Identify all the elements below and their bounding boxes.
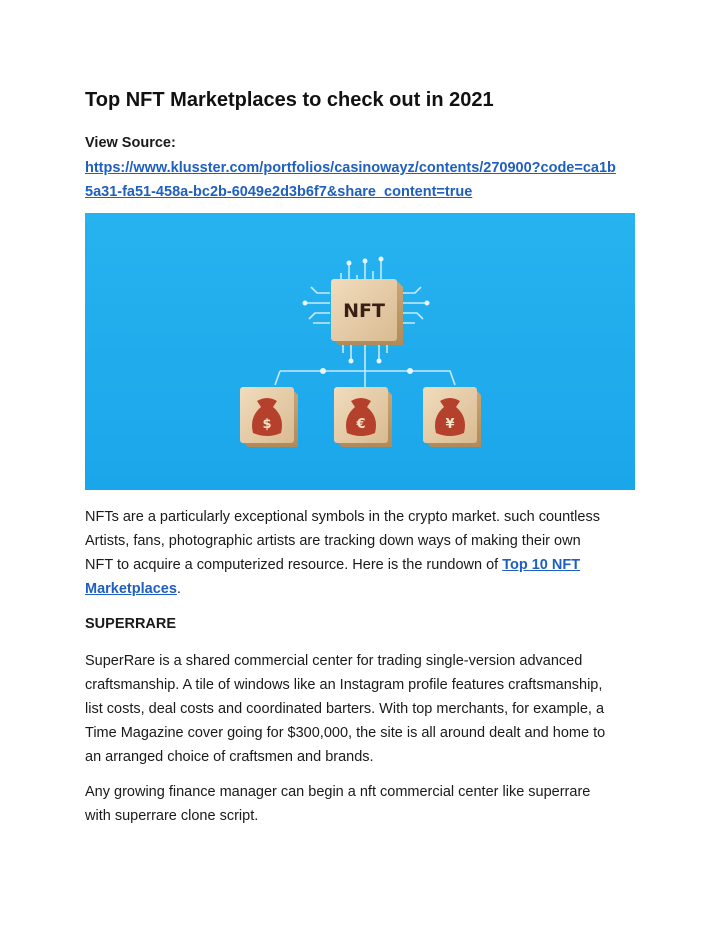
dollar-symbol: $ — [262, 417, 272, 432]
superrare-paragraph — [85, 649, 640, 769]
source-link-line-2[interactable]: 5a31-fa51-458a-bc2b-6049e2d3b6f7&share_content=true — [85, 184, 473, 200]
clone-script-paragraph — [85, 780, 640, 828]
view-source-label: View Source: — [85, 135, 176, 151]
nft-block — [331, 279, 403, 345]
superrare-line: Time Magazine cover going for $300,000, the site is all around dealt and home to — [85, 725, 606, 741]
intro-paragraph — [85, 505, 640, 601]
euro-symbol: € — [356, 417, 366, 432]
yen-symbol: ¥ — [445, 417, 455, 432]
nft-illustration — [85, 213, 635, 490]
yen-block — [423, 387, 481, 447]
clone-script-line: Any growing finance manager can begin a nft commercial center like superrare — [85, 784, 591, 800]
superrare-line: an arranged choice of craftsmen and brands. — [85, 749, 374, 765]
superrare-line: craftsmanship. A tile of windows like an Instagram profile features craftsmanship, — [85, 677, 603, 693]
hero-image — [85, 213, 635, 490]
source-link[interactable] — [85, 156, 640, 204]
page-title: Top NFT Marketplaces to check out in 2021 — [85, 89, 494, 111]
intro-line-3-text: NFT to acquire a computerized resource. Here is the rundown of — [85, 557, 503, 573]
intro-line-2: Artists, fans, photographic artists are tracking down ways of making their own — [85, 533, 581, 549]
source-link-line-1[interactable]: https://www.klusster.com/portfolios/casinowayz/contents/270900?code=ca1b — [85, 160, 616, 176]
intro-line-3 — [85, 553, 640, 577]
superrare-line: SuperRare is a shared commercial center for trading single-version advanced — [85, 653, 583, 669]
top-10-nft-link-part-1[interactable]: Top 10 NFT — [502, 557, 581, 573]
superrare-line: list costs, deal costs and coordinated barters. With top merchants, for example, a — [85, 701, 605, 717]
intro-line-1: NFTs are a particularly exceptional symbols in the crypto market. such countless — [85, 509, 600, 525]
dollar-block — [240, 387, 298, 447]
clone-script-line: with superrare clone script. — [85, 808, 259, 824]
intro-line-4 — [85, 577, 640, 601]
intro-line-4-suffix: . — [176, 581, 181, 597]
nft-block-text: NFT — [343, 300, 385, 322]
euro-block — [334, 387, 392, 447]
section-heading: SUPERRARE — [85, 616, 177, 632]
top-10-nft-link-part-2[interactable]: Marketplaces — [85, 581, 177, 597]
